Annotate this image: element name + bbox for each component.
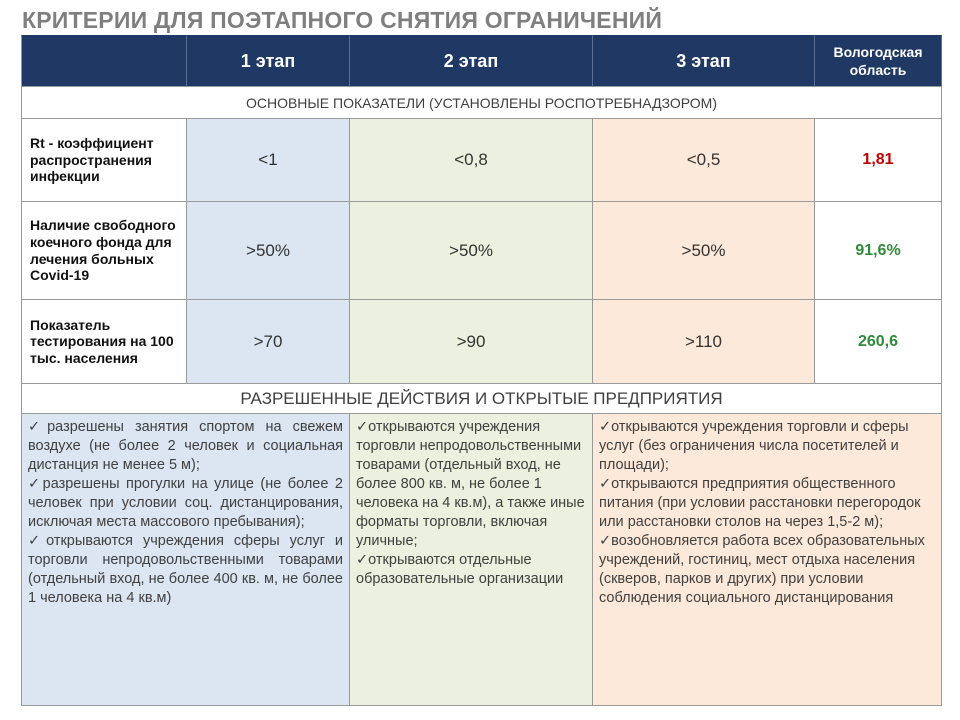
rt-stage3-value: <0,5 (593, 119, 815, 202)
rt-stage2-value: <0,8 (350, 119, 593, 202)
testing-stage1-value: >70 (187, 300, 350, 384)
stage1-action-item: ✓разрешены занятия спортом на свежем воздухе (не более 2 человек и социальная дистанция не менее 5 м); (28, 419, 343, 473)
beds-stage2-value: >50% (350, 202, 593, 300)
row-label-beds: Наличие свободного коечного фонда для лечения больных Covid-19 (21, 202, 187, 300)
testing-stage3-value: >110 (593, 300, 815, 384)
header-empty-cell (21, 35, 187, 87)
section-main-indicators: ОСНОВНЫЕ ПОКАЗАТЕЛИ (УСТАНОВЛЕНЫ РОСПОТРЕБНАДЗОРОМ) (21, 87, 942, 119)
beds-region-value: 91,6% (815, 202, 942, 300)
row-label-rt: Rt - коэффициент распространения инфекции (21, 119, 187, 202)
stage2-action-item: ✓открываются отдельные образовательные организации (356, 552, 564, 587)
beds-stage1-value: >50% (187, 202, 350, 300)
section-allowed-actions: РАЗРЕШЕННЫЕ ДЕЙСТВИЯ И ОТКРЫТЫЕ ПРЕДПРИЯТИЯ (21, 384, 942, 414)
header-stage3: 3 этап (593, 35, 815, 87)
header-stage2: 2 этап (350, 35, 593, 87)
testing-stage2-value: >90 (350, 300, 593, 384)
stage2-action-item: ✓открываются учреждения торговли непродовольственными товарами (отдельный вход, не более 800 кв. м, не более 1 человека на 4 кв.м), а также иные форматы торговли, включая уличные; (356, 419, 585, 549)
stage1-actions (21, 414, 350, 706)
stage3-actions (593, 414, 942, 706)
criteria-table (21, 35, 942, 706)
stage3-action-item: ✓возобновляется работа всех образовательных учреждений, гостиниц, мест отдыха населения (скверов, парков и других) при условии соблюдения социального дистанцирования (599, 533, 925, 606)
page-title: КРИТЕРИИ ДЛЯ ПОЭТАПНОГО СНЯТИЯ ОГРАНИЧЕНИЙ (22, 7, 663, 33)
header-stage1: 1 этап (187, 35, 350, 87)
rt-region-value: 1,81 (815, 119, 942, 202)
stage3-action-item: ✓открываются учреждения торговли и сферы услуг (без ограничения числа посетителей и площади); (599, 419, 909, 473)
testing-region-value: 260,6 (815, 300, 942, 384)
stage1-action-item: ✓разрешены прогулки на улице (не более 2 человек при условии соц. дистанцирования, исключая места массового пребывания); (28, 476, 343, 530)
row-label-testing: Показатель тестирования на 100 тыс. населения (21, 300, 187, 384)
stage2-actions (350, 414, 593, 706)
stage3-action-item: ✓открываются предприятия общественного питания (при условии расстановки перегородок или расстановки столов на через 1,5-2 м); (599, 476, 921, 530)
stage1-action-item: ✓открываются учреждения сферы услуг и торговли непродовольственными товарами (отдельный вход, не более 400 кв. м, не более 1 человека на 4 кв.м) (28, 533, 343, 606)
header-region: Вологодская область (815, 35, 942, 87)
beds-stage3-value: >50% (593, 202, 815, 300)
rt-stage1-value: <1 (187, 119, 350, 202)
